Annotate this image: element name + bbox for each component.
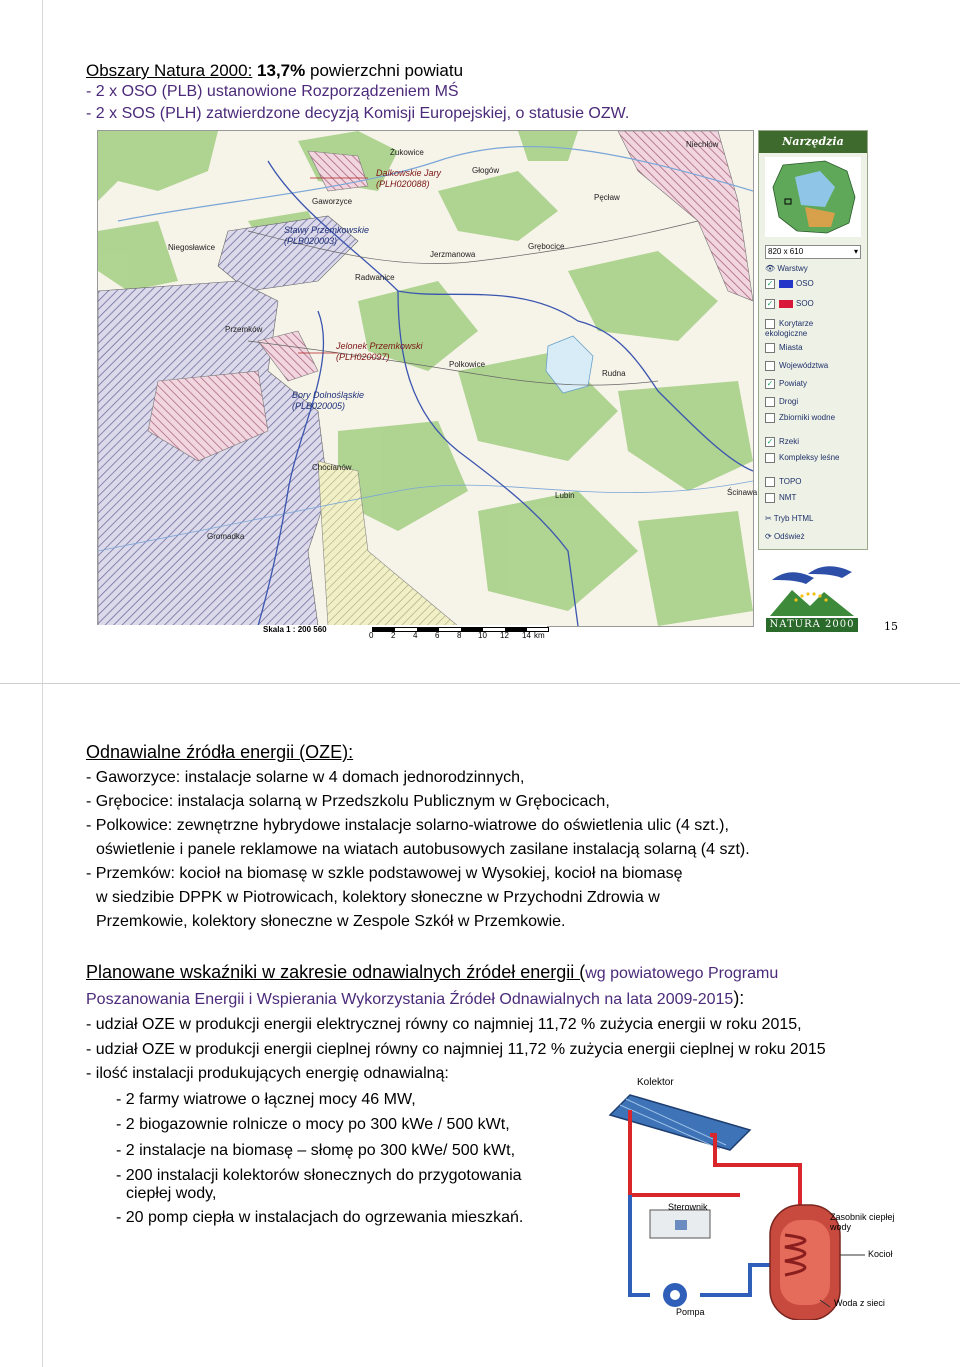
place-label: Przemków: [225, 325, 263, 334]
slide1-title: [86, 60, 463, 82]
title-prefix: Obszary Natura 2000:: [86, 61, 253, 80]
slide1-line2: - 2 x SOS (PLH) zatwierdzone decyzją Komisji Europejskiej, o statusie OZW.: [86, 105, 630, 122]
scale-label: Skala 1 : 200 560: [263, 625, 327, 634]
indicator-line: - udział OZE w produkcji energii elektrycznej równy co najmniej 11,72 % zużycia energii w roku 2015,: [86, 1016, 802, 1033]
controller-label: Sterownik: [668, 1202, 708, 1212]
area-label-dalkowskie: Dalkowskie Jary (PLH020088): [376, 168, 442, 189]
natura-map[interactable]: [97, 130, 754, 627]
checkbox[interactable]: [765, 413, 775, 423]
place-label: Gromadka: [207, 532, 245, 541]
solar-diagram-graphic: [590, 1075, 900, 1320]
legend-cities[interactable]: Miasta: [765, 343, 803, 353]
title-suffix: powierzchni powiatu: [309, 61, 464, 80]
legend-oso[interactable]: ✓ OSO: [766, 279, 814, 289]
place-label: Polkowice: [449, 360, 486, 369]
boiler-label: Kocioł: [868, 1249, 893, 1259]
refresh-icon: ⟳: [765, 532, 772, 541]
soo-swatch: [779, 300, 793, 308]
oso-swatch: [779, 280, 793, 288]
checkbox[interactable]: ✓: [766, 279, 774, 288]
solar-collector-diagram: [590, 1075, 900, 1320]
sub-item: - 200 instalacji kolektorów słonecznych do przygotowania: [116, 1167, 522, 1184]
indicators-heading: Planowane wskaźniki w zakresie odnawialnych źródeł energii (wg powiatowego Programu: [86, 962, 779, 982]
title-value: 13,7%: [257, 61, 306, 80]
oze-line: Przemkowie, kolektory słoneczne w Zespole Szkół w Przemkowie.: [96, 913, 566, 930]
html-mode-button[interactable]: ✂ Tryb HTML: [765, 514, 814, 523]
map-tools-panel: [758, 130, 868, 550]
oze-heading: Odnawialne źródła energii (OZE):: [86, 742, 354, 762]
place-label: Niechłów: [686, 140, 719, 149]
area-label-stawy: Stawy Przemkowskie (PLB020003): [284, 225, 370, 246]
map-scale: Skala 1 : 200 560 0 2 4 6 8 10 12 14 km: [97, 625, 547, 643]
legend-counties[interactable]: ✓ Powiaty: [766, 379, 808, 389]
eye-icon: 👁: [765, 264, 776, 273]
checkbox[interactable]: ✓: [766, 379, 774, 388]
page-number: 15: [884, 620, 898, 633]
place-label: Radwanice: [355, 273, 395, 282]
indicator-line: - ilość instalacji produkujących energię odnawialną:: [86, 1065, 449, 1082]
tools-icon: ✂: [765, 514, 772, 523]
slide1-line1: - 2 x OSO (PLB) ustanowione Rozporządzeniem MŚ: [86, 83, 459, 100]
sub-item: ciepłej wody,: [126, 1185, 217, 1202]
place-label: Pęcław: [594, 193, 620, 202]
tools-header: Narzędzia: [759, 131, 867, 153]
sub-item: - 20 pomp ciepła w instalacjach do ogrzewania mieszkań.: [116, 1209, 524, 1226]
place-label: Rudna: [602, 369, 626, 378]
oze-line: - Gaworzyce: instalacje solarne w 4 domach jednorodzinnych,: [86, 769, 525, 786]
legend-topo[interactable]: TOPO: [765, 477, 802, 487]
oze-line: - Polkowice: zewnętrzne hybrydowe instalacje solarno-wiatrowe do oświetlenia ulic (4 szt.),: [86, 817, 729, 834]
checkbox[interactable]: [765, 453, 775, 463]
checkbox[interactable]: [765, 319, 775, 329]
oze-line: - Grębocice: instalacja solarną w Przedszkolu Publicznym w Grębocicach,: [86, 793, 610, 810]
checkbox[interactable]: [765, 397, 775, 407]
place-label: Gaworzyce: [312, 197, 353, 206]
checkbox[interactable]: [765, 343, 775, 353]
legend-forests[interactable]: Kompleksy leśne: [765, 453, 857, 463]
legend-layers[interactable]: 👁 Warstwy: [765, 264, 808, 273]
natura-2000-logo: [762, 550, 862, 635]
sub-item: - 2 instalacje na biomasę – słomę po 300 kWe/ 500 kWt,: [116, 1142, 516, 1159]
natura-logo-text: NATURA 2000: [769, 619, 855, 630]
checkbox[interactable]: [765, 477, 775, 487]
indicators-heading-cont: Poszanowania Energii i Wspierania Wykorzystania Źródeł Odnawialnych na lata 2009-2015):: [86, 988, 745, 1008]
chevron-down-icon: ▾: [853, 247, 858, 256]
tank-label: Zasobnik ciepłej wody: [830, 1212, 895, 1232]
checkbox[interactable]: ✓: [766, 299, 774, 308]
oze-line: - Przemków: kocioł na biomasę w szkle podstawowej w Wysokiej, kocioł na biomasę: [86, 865, 683, 882]
checkbox[interactable]: ✓: [766, 437, 774, 446]
place-label: Chocianów: [312, 463, 352, 472]
place-label: Głogów: [472, 166, 500, 175]
size-select[interactable]: 820 x 610 ▾: [765, 245, 861, 259]
checkbox[interactable]: [765, 361, 775, 371]
refresh-button[interactable]: ⟳ Odśwież: [765, 532, 805, 541]
place-label: Niegosławice: [168, 243, 216, 252]
map-graphic: [98, 131, 753, 626]
place-label: Ścinawa: [727, 488, 758, 497]
indicator-line: - udział OZE w produkcji energii cieplnej równy co najmniej 11,72 % zużycia energii cieplnej w roku 2015: [86, 1041, 826, 1058]
collector-label: Kolektor: [637, 1077, 674, 1088]
sub-item: - 2 biogazownie rolnicze o mocy po 300 kWe / 500 kWt,: [116, 1116, 510, 1133]
legend-reservoirs[interactable]: Zbiorniki wodne: [765, 413, 857, 423]
sub-item: - 2 farmy wiatrowe o łącznej mocy 46 MW,: [116, 1091, 416, 1108]
legend-soo[interactable]: ✓ SOO: [766, 299, 814, 309]
area-label-bory: Bory Dolnośląskie (PLB020005): [292, 390, 365, 411]
checkbox[interactable]: [765, 493, 775, 503]
oze-line: w siedzibie DPPK w Piotrowicach, kolektory słoneczne w Przychodni Zdrowia w: [96, 889, 660, 906]
network-water-label: Woda z sieci: [834, 1298, 885, 1308]
place-label: Jerzmanowa: [430, 250, 476, 259]
legend-nmt[interactable]: NMT: [765, 493, 796, 503]
pump-label: Pompa: [676, 1307, 705, 1317]
legend-voivodeships[interactable]: Województwa: [765, 361, 828, 371]
poland-minimap[interactable]: [765, 157, 861, 237]
area-label-jelonek: Jelonek Przemkowski (PLH020097): [336, 341, 423, 362]
oze-line: oświetlenie i panele reklamowe na wiatach autobusowych zasilane instalacją solarną (4 szt).: [96, 841, 750, 858]
place-label: Lubin: [555, 491, 575, 500]
legend-rivers[interactable]: ✓ Rzeki: [766, 437, 800, 447]
place-label: Grębocice: [528, 242, 565, 251]
legend-roads[interactable]: Drogi: [765, 397, 798, 407]
legend-corridors[interactable]: Korytarze ekologiczne: [765, 319, 814, 339]
place-label: Żukowice: [390, 148, 424, 157]
